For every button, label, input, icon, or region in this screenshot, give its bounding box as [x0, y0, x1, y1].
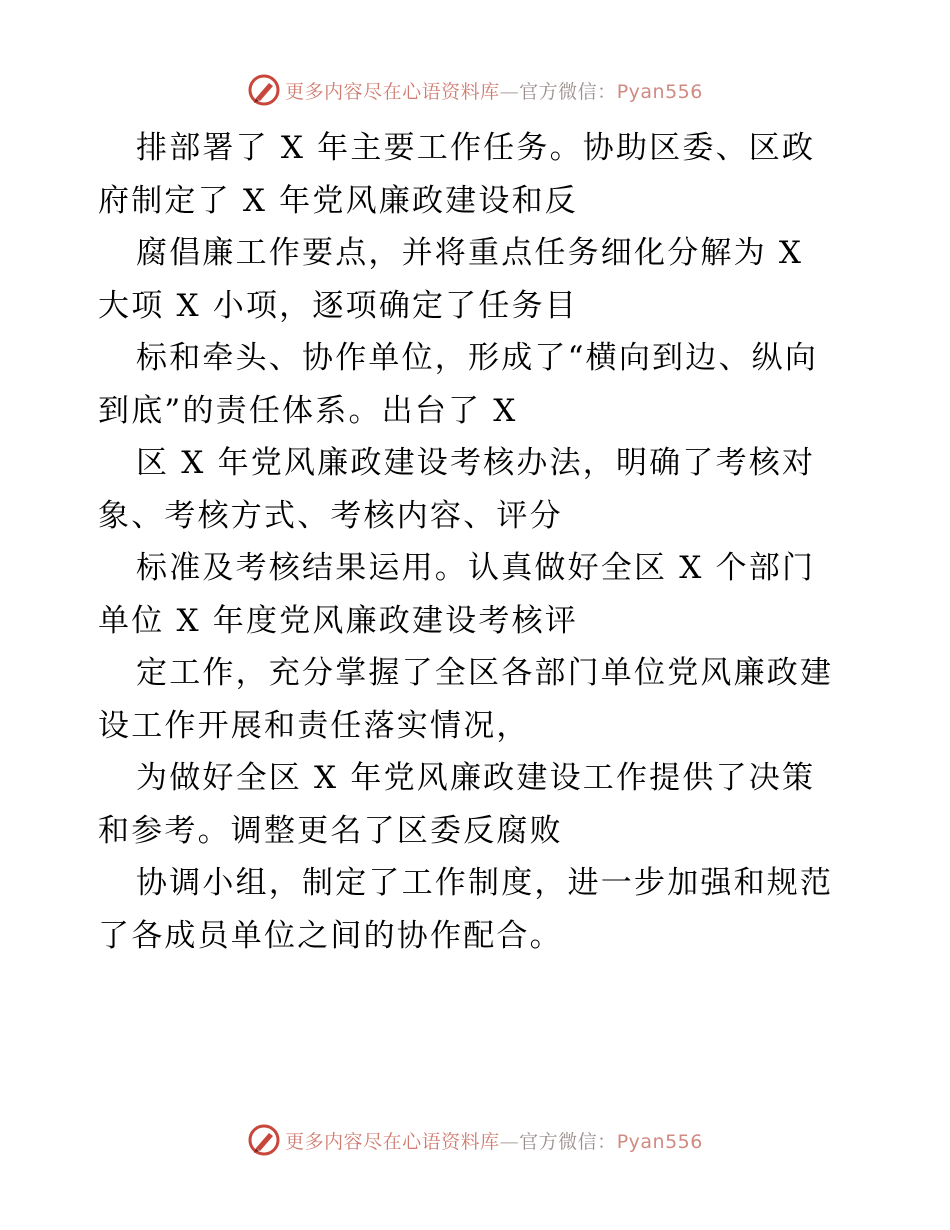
watermark-id: Pyan556 — [616, 80, 703, 103]
body-line: 设工作开展和责任落实情况， — [98, 707, 530, 744]
body-line: 协调小组，制定了工作制度，进一步加强和规范 — [136, 865, 834, 901]
watermark-dash: — — [499, 1130, 520, 1153]
watermark-sub-text: 官方微信： — [519, 80, 617, 103]
footer-watermark — [0, 1122, 950, 1158]
body-line: 区 X 年党风廉政建设考核办法，明确了考核对 — [136, 445, 816, 481]
body-line: 单位 X 年度党风廉政建设考核评 — [98, 602, 578, 639]
document-body — [98, 122, 878, 962]
body-line: 标和牵头、协作单位，形成了“横向到边、纵向 — [136, 340, 819, 376]
body-line: 府制定了 X 年党风廉政建设和反 — [98, 182, 578, 219]
watermark-sub-text: 官方微信： — [519, 1130, 617, 1153]
watermark-dash: — — [499, 80, 520, 103]
pen-logo-icon — [247, 73, 281, 107]
body-line: 标准及考核结果运用。认真做好全区 X 个部门 — [136, 550, 816, 586]
body-line: 和参考。调整更名了区委反腐败 — [98, 812, 563, 849]
body-line: 了各成员单位之间的协作配合。 — [98, 917, 563, 954]
watermark-main-text: 更多内容尽在心语资料库 — [285, 80, 500, 103]
body-line: 为做好全区 X 年党风廉政建设工作提供了决策 — [136, 760, 816, 796]
body-line: 大项 X 小项，逐项确定了任务目 — [98, 287, 578, 324]
body-line: 象、考核方式、考核内容、评分 — [98, 497, 563, 534]
watermark-id: Pyan556 — [616, 1130, 703, 1153]
body-line: 定工作，充分掌握了全区各部门单位党风廉政建 — [136, 655, 834, 691]
watermark-main-text: 更多内容尽在心语资料库 — [285, 1130, 500, 1153]
body-line: 腐倡廉工作要点，并将重点任务细化分解为 X — [136, 235, 804, 271]
header-watermark — [0, 72, 950, 108]
body-line: 排部署了 X 年主要工作任务。协助区委、区政 — [136, 130, 816, 166]
pen-logo-icon — [247, 1123, 281, 1157]
body-line: 到底”的责任体系。出台了 X — [98, 392, 518, 429]
